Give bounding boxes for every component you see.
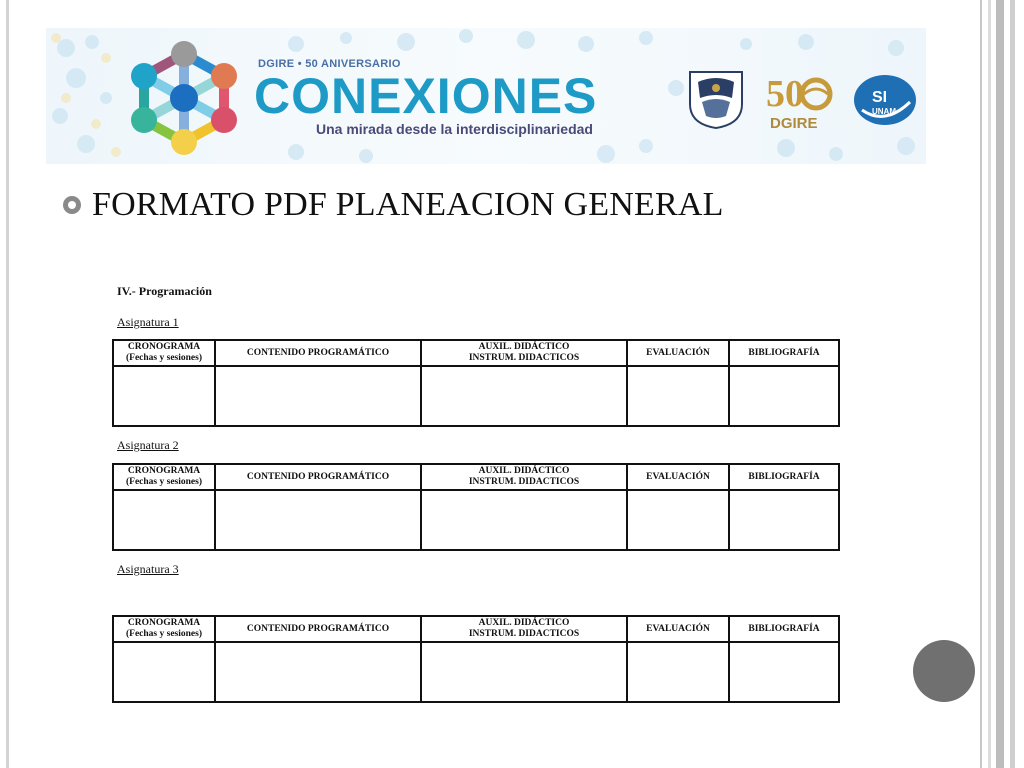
bullet-circle-icon bbox=[62, 195, 82, 215]
table-cell bbox=[421, 490, 627, 550]
column-header-bibliografia: BIBLIOGRAFÍA bbox=[729, 616, 839, 642]
column-header-cronograma: CRONOGRAMA (Fechas y sesiones) bbox=[113, 340, 215, 366]
conexiones-banner bbox=[46, 28, 926, 164]
conexiones-logo-icon bbox=[120, 34, 248, 162]
slide-nav-circle-button[interactable] bbox=[913, 640, 975, 702]
table-cell bbox=[113, 490, 215, 550]
slide-frame-left bbox=[6, 0, 9, 768]
table-cell bbox=[113, 366, 215, 426]
column-header-bibliografia: BIBLIOGRAFÍA bbox=[729, 340, 839, 366]
column-header-auxiliar: AUXIL. DIDÁCTICO INSTRUM. DIDACTICOS bbox=[421, 464, 627, 490]
schedule-table-3 bbox=[112, 615, 840, 703]
brand-subtitle: Una mirada desde la interdisciplinariedad bbox=[316, 121, 593, 137]
table-cell bbox=[215, 366, 421, 426]
table-cell bbox=[729, 642, 839, 702]
subject-label: Asignatura 1 bbox=[117, 315, 179, 329]
slide-frame-right bbox=[980, 0, 1024, 768]
table-cell bbox=[627, 642, 729, 702]
table-cell bbox=[215, 490, 421, 550]
column-header-evaluacion: EVALUACIÓN bbox=[627, 616, 729, 642]
unam-shield-icon bbox=[686, 68, 746, 130]
table-cell bbox=[215, 642, 421, 702]
table-cell bbox=[421, 366, 627, 426]
table-row bbox=[113, 642, 839, 702]
table-cell bbox=[729, 366, 839, 426]
column-header-contenido: CONTENIDO PROGRAMÁTICO bbox=[215, 340, 421, 366]
column-header-contenido: CONTENIDO PROGRAMÁTICO bbox=[215, 616, 421, 642]
schedule-table-1 bbox=[112, 339, 840, 427]
subject-label: Asignatura 2 bbox=[117, 438, 179, 452]
table-row bbox=[113, 366, 839, 426]
subject-label: Asignatura 3 bbox=[117, 562, 179, 576]
table-cell bbox=[627, 490, 729, 550]
column-header-cronograma: CRONOGRAMA (Fechas y sesiones) bbox=[113, 616, 215, 642]
title-bullet-row bbox=[62, 186, 724, 224]
brand-title: CONEXIONES bbox=[254, 68, 598, 124]
table-cell bbox=[113, 642, 215, 702]
column-header-evaluacion: EVALUACIÓN bbox=[627, 340, 729, 366]
dgire-50-logo bbox=[762, 70, 838, 132]
column-header-auxiliar: AUXIL. DIDÁCTICO INSTRUM. DIDACTICOS bbox=[421, 340, 627, 366]
dgire-number: 50 bbox=[766, 73, 804, 115]
section-title: IV.- Programación bbox=[117, 284, 212, 298]
si-subtext: UNAM bbox=[872, 107, 896, 116]
column-header-cronograma: CRONOGRAMA (Fechas y sesiones) bbox=[113, 464, 215, 490]
si-text: SI bbox=[872, 89, 888, 106]
si-unam-logo bbox=[852, 72, 918, 128]
table-cell bbox=[627, 366, 729, 426]
table-row bbox=[113, 490, 839, 550]
slide-title: FORMATO PDF PLANEACION GENERAL bbox=[92, 186, 724, 223]
table-cell bbox=[729, 490, 839, 550]
column-header-contenido: CONTENIDO PROGRAMÁTICO bbox=[215, 464, 421, 490]
anniversary-label: DGIRE • 50 ANIVERSARIO bbox=[258, 58, 401, 70]
column-header-auxiliar: AUXIL. DIDÁCTICO INSTRUM. DIDACTICOS bbox=[421, 616, 627, 642]
table-cell bbox=[421, 642, 627, 702]
dgire-text: DGIRE bbox=[770, 115, 818, 132]
column-header-bibliografia: BIBLIOGRAFÍA bbox=[729, 464, 839, 490]
column-header-evaluacion: EVALUACIÓN bbox=[627, 464, 729, 490]
schedule-table-2 bbox=[112, 463, 840, 551]
